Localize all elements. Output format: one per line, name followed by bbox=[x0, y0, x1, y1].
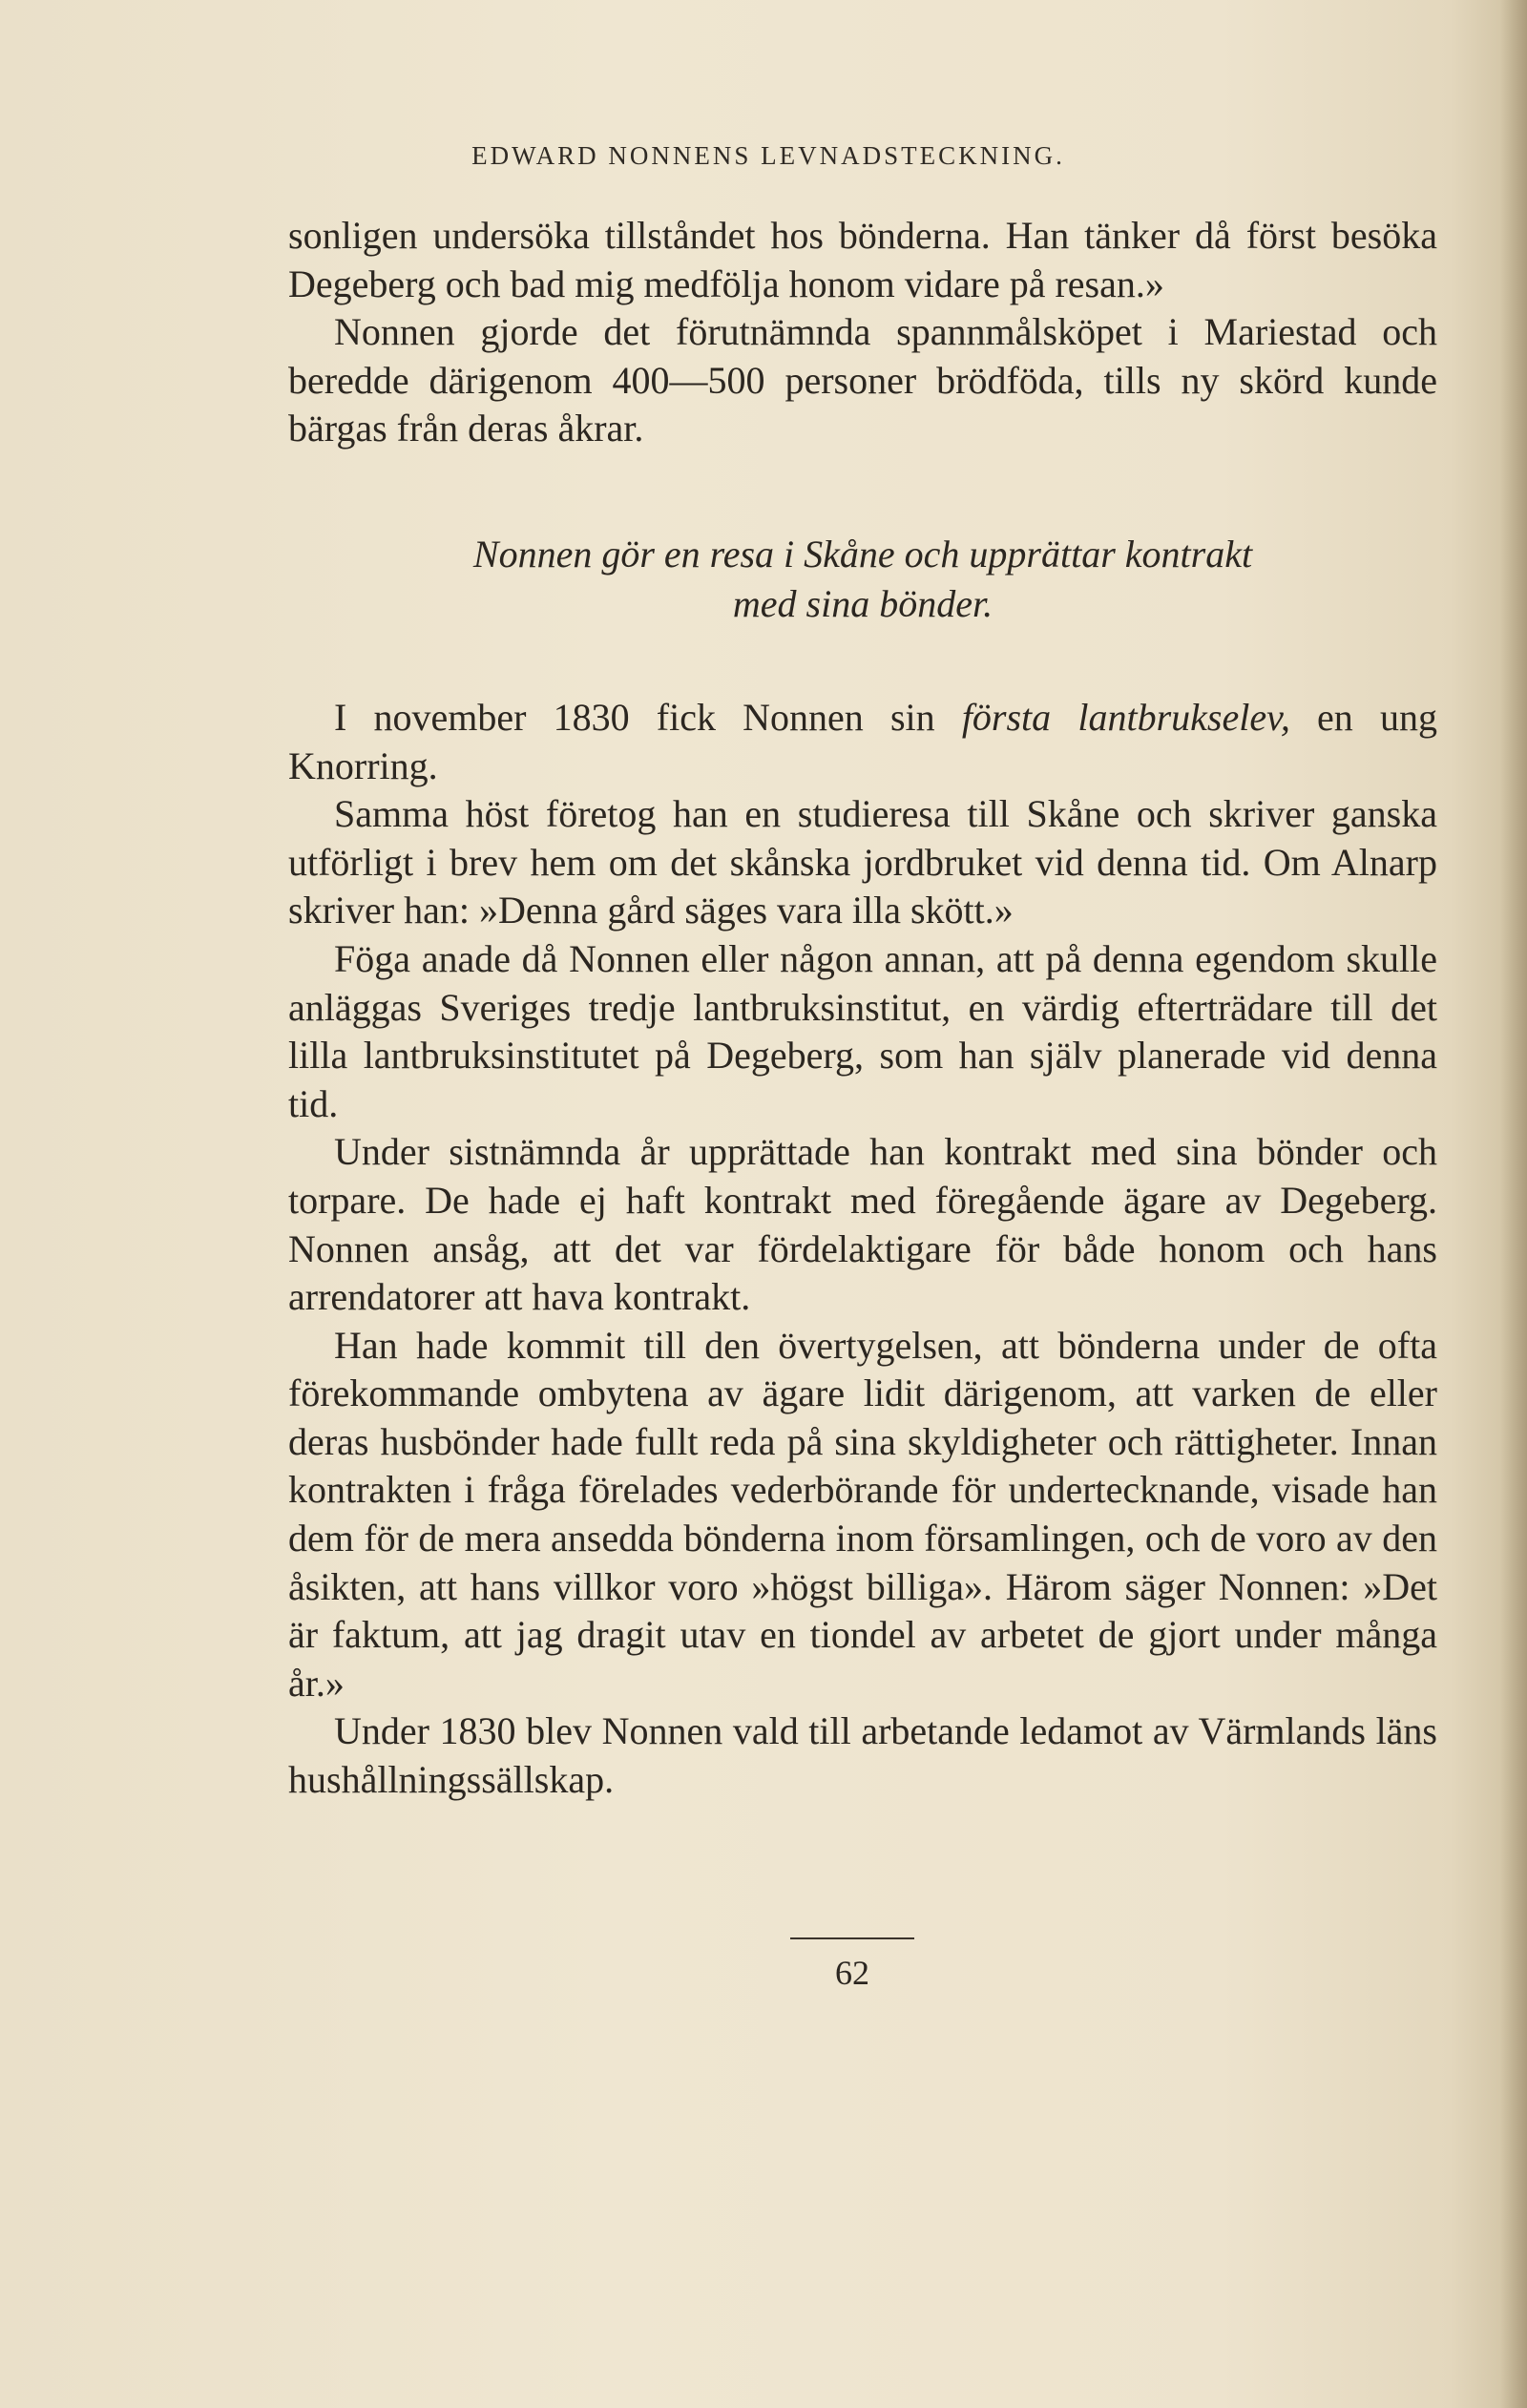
paragraph: Han hade kommit till den övertygelsen, att bönderna under de ofta förekommande ombytena av ägare lidit därigenom, att varken de eller deras husbönder hade fullt reda på sina skyldigheter och rättigheter. Innan kontrakten i fråga förelades vederbörande för undertecknande, visade han dem för de mera ansedda bönderna inom församlingen, och de voro av den åsikten, att hans villkor voro »högst billiga». Härom säger Nonnen: »Det är faktum, att jag dragit utav en tiondel av arbetet de gjort under många år.» bbox=[288, 1323, 1437, 1705]
paragraph: Under 1830 blev Nonnen vald till arbetande ledamot av Värmlands läns hushållningssällskap. bbox=[288, 1709, 1437, 1802]
section-heading-line: med sina bönder. bbox=[732, 581, 994, 625]
running-head: EDWARD NONNENS LEVNADSTECKNING. bbox=[471, 141, 1065, 170]
text-run: en ung Knorring. bbox=[288, 695, 1437, 787]
body-text bbox=[288, 212, 1437, 1805]
paragraph: Samma höst företog han en studieresa till Skåne och skriver ganska utförligt i brev hem om det skånska jordbruket vid denna tid. Om Alnarp skriver han: »Denna gård säges vara illa skött.» bbox=[288, 792, 1437, 932]
paragraph: Nonnen gjorde det förutnämnda spannmålsköpet i Mariestad och beredde därigenom 400—500 personer brödföda, tills ny skörd kunde bärgas från deras åkrar. bbox=[288, 310, 1437, 450]
footer-rule bbox=[790, 1937, 914, 1939]
paragraph: Under sistnämnda år upprättade han kontrakt med sina bönder och torpare. De hade ej haft kontrakt med föregående ägare av Degeberg. Nonnen ansåg, att det var fördelaktigare för både honom och hans arrendatorer att hava kontrakt. bbox=[288, 1130, 1437, 1319]
paragraph: sonligen undersöka tillståndet hos bönderna. Han tänker då först besöka Degeberg och bad mig medfölja honom vidare på resan.» bbox=[288, 214, 1437, 305]
page-edge-shadow bbox=[1500, 0, 1527, 2408]
paragraph: Föga anade då Nonnen eller någon annan, att på denna egendom skulle anläggas Sveriges tredje lantbruksinstitut, en värdig efterträdare till det lilla lantbruksinstitutet på Degeberg, som han själv planerade vid denna tid. bbox=[288, 936, 1437, 1125]
italic-term: första lantbrukselev, bbox=[961, 695, 1290, 739]
page-number: 62 bbox=[835, 1954, 869, 1992]
text-run: I november 1830 fick Nonnen sin bbox=[334, 695, 962, 739]
paragraph bbox=[288, 694, 1437, 790]
section-heading bbox=[288, 530, 1437, 629]
section-heading-line: Nonnen gör en resa i Skåne och upprättar kontrakt bbox=[472, 532, 1253, 576]
